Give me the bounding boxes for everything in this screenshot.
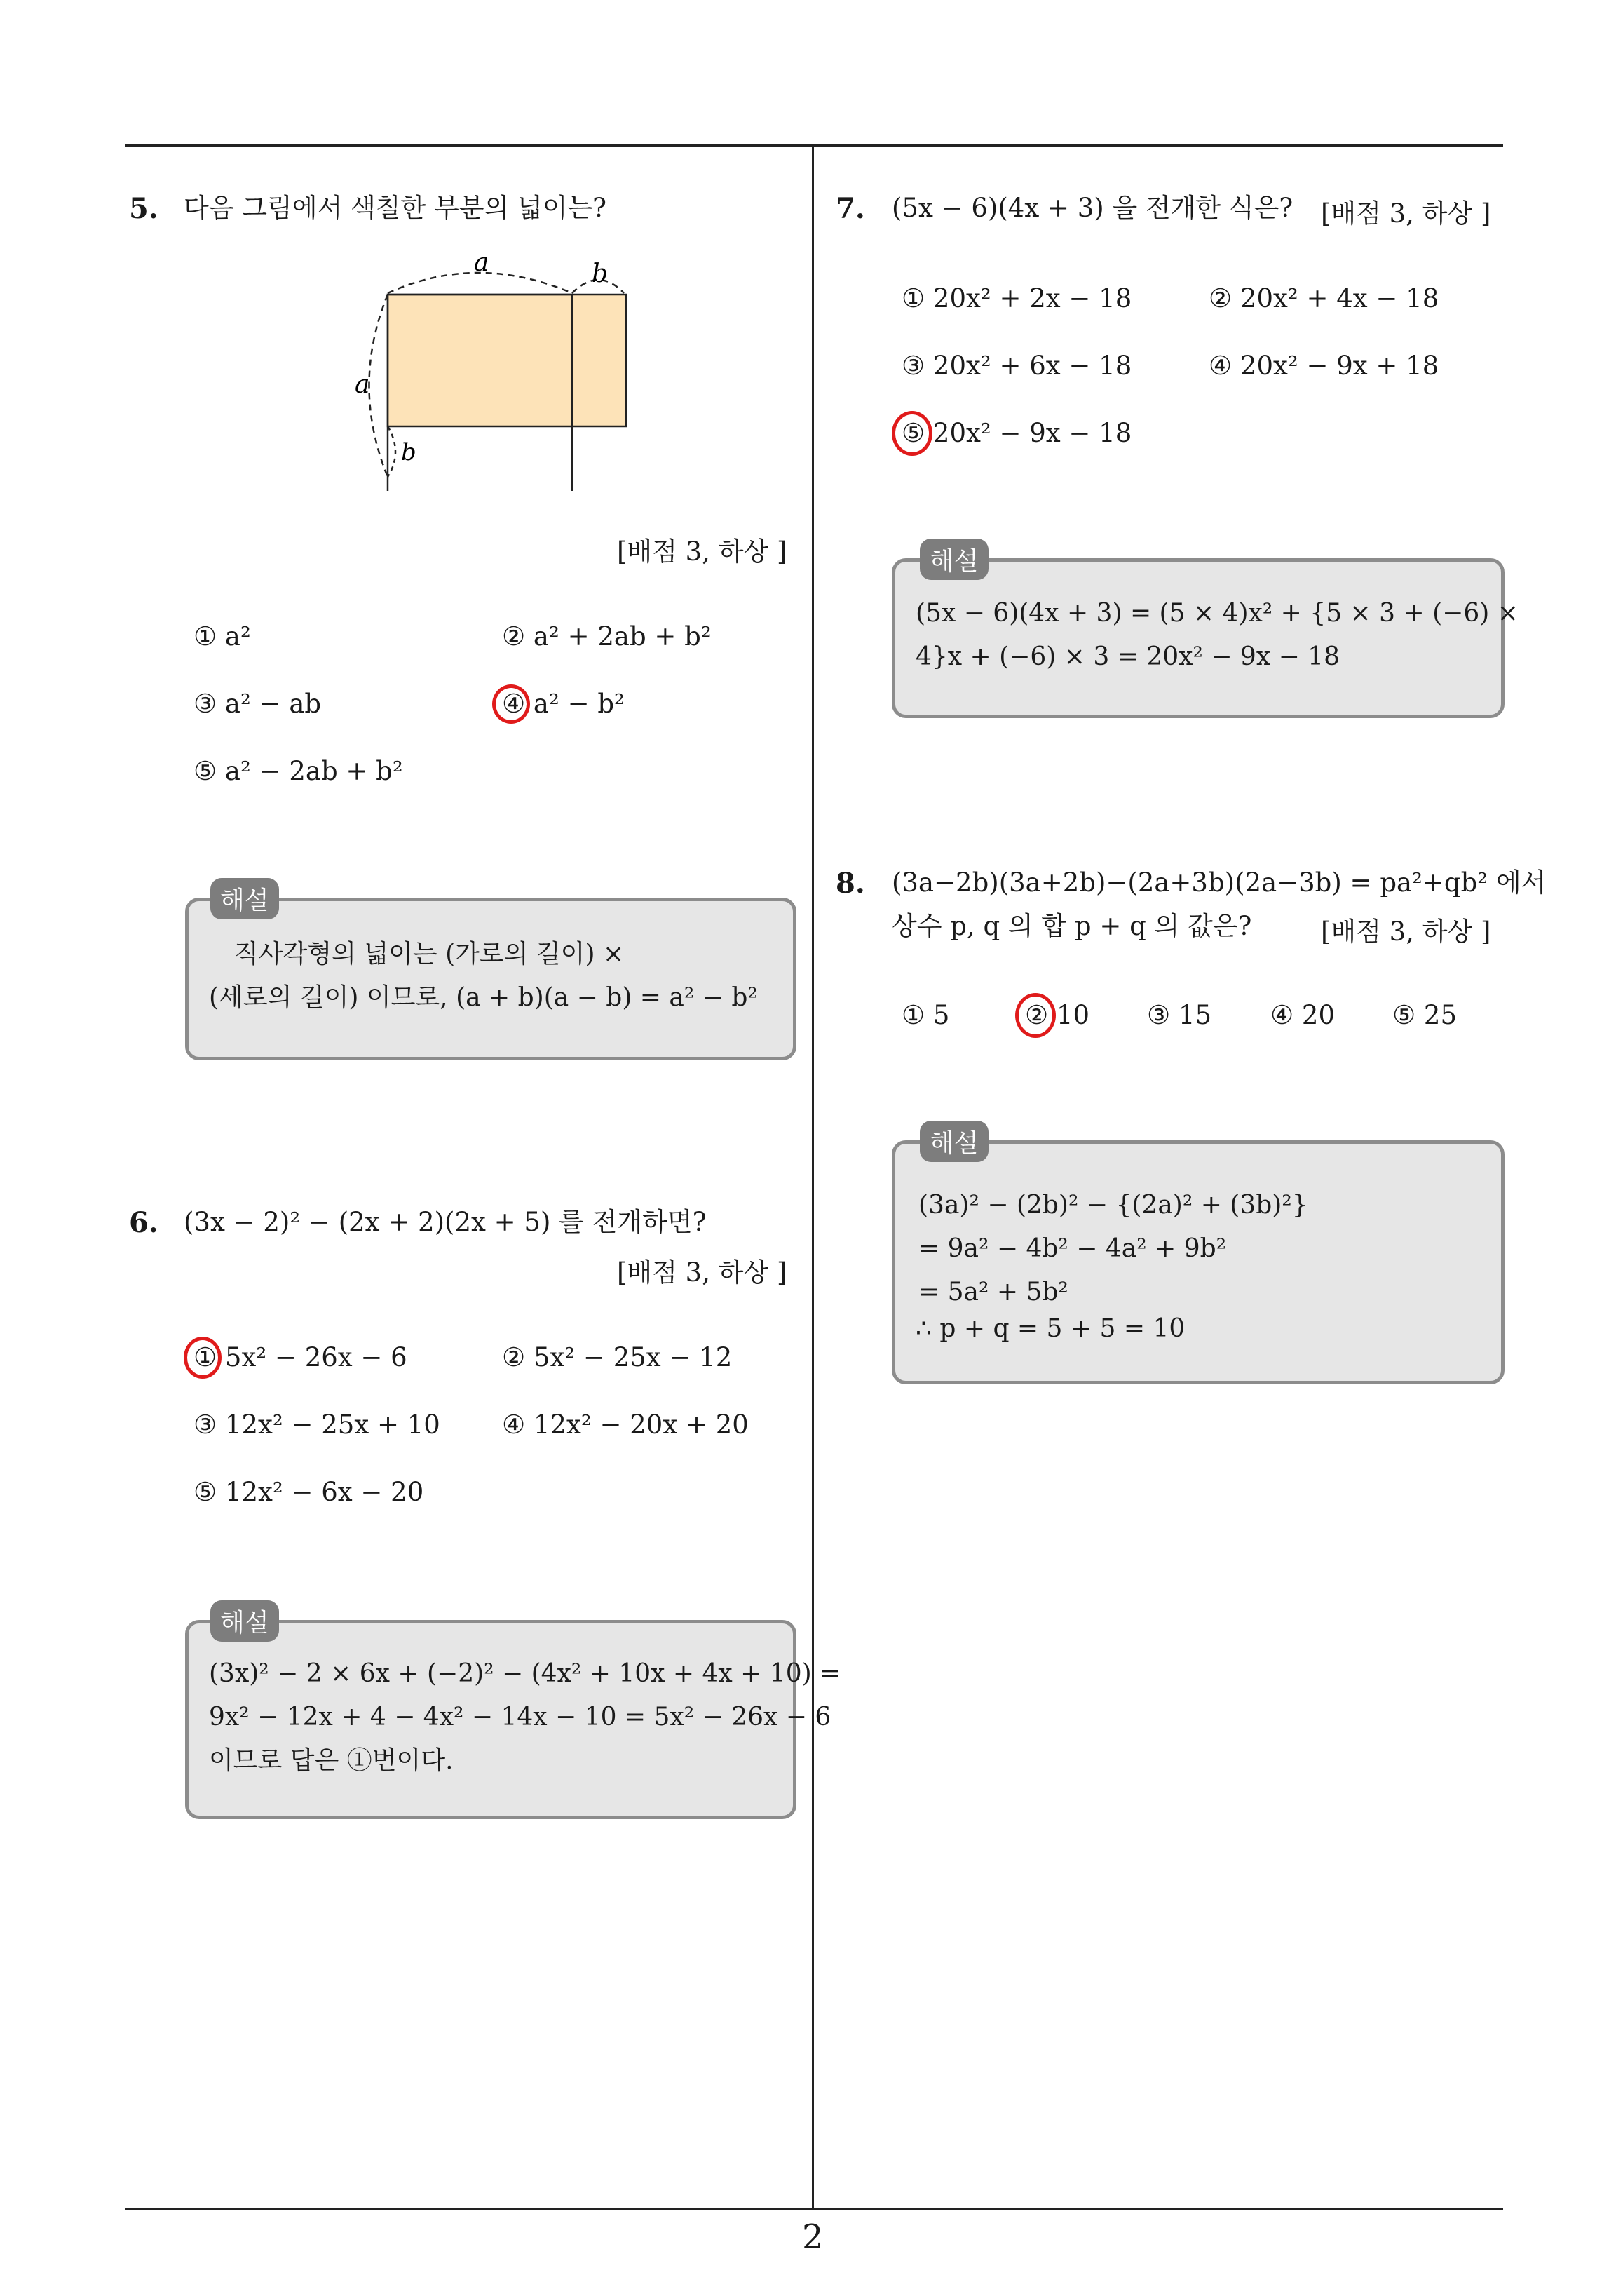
question-6-choice-5[interactable]: ⑤ 12x² − 6x − 20	[193, 1477, 424, 1507]
question-6-solution-line-3: 이므로 답은 ①번이다.	[209, 1746, 454, 1775]
question-6-points: [배점 3, 하상 ]	[617, 1257, 787, 1288]
question-8-solution-line-3: = 5a² + 5b²	[918, 1278, 1068, 1306]
question-7-text: (5x − 6)(4x + 3) 을 전개한 식은?	[892, 193, 1293, 223]
question-6-solution-tag: 해설	[210, 1600, 279, 1642]
question-8-text-line-1: (3a−2b)(3a+2b)−(2a+3b)(2a−3b) = pa²+qb² 에서	[892, 867, 1547, 898]
question-7-solution-line-2: 4}x + (−6) × 3 = 20x² − 9x − 18	[916, 642, 1340, 671]
figure-label-a-top: a	[474, 252, 489, 277]
question-5-figure	[337, 252, 645, 491]
question-6-answer-mark	[184, 1337, 222, 1379]
shaded-rectangle	[388, 295, 626, 426]
bottom-rule	[125, 2208, 1503, 2210]
question-8-choice-2[interactable]: ② 10	[1025, 1000, 1090, 1030]
question-8-choice-3[interactable]: ③ 15	[1147, 1000, 1212, 1030]
question-5-solution-line-1: 직사각형의 넓이는 (가로의 길이) ×	[234, 940, 625, 968]
question-8-answer-mark	[1015, 993, 1056, 1038]
question-8-text-line-2: 상수 p, q 의 합 p + q 의 값은?	[892, 911, 1252, 941]
question-5-choice-3[interactable]: ③ a² − ab	[193, 689, 322, 719]
question-6-solution-line-2: 9x² − 12x + 4 − 4x² − 14x − 10 = 5x² − 26x − 6	[209, 1703, 831, 1731]
figure-label-b-top: b	[592, 259, 609, 288]
question-7-choice-2[interactable]: ② 20x² + 4x − 18	[1209, 283, 1439, 313]
question-5-solution-tag: 해설	[210, 878, 279, 919]
question-6-choice-2[interactable]: ② 5x² − 25x − 12	[502, 1342, 733, 1372]
figure-label-a-left: a	[355, 370, 370, 399]
question-8-number: 8.	[836, 867, 865, 900]
question-7-points: [배점 3, 하상 ]	[1321, 198, 1491, 229]
question-7-choice-4[interactable]: ④ 20x² − 9x + 18	[1209, 351, 1439, 381]
question-5-text: 다음 그림에서 색칠한 부분의 넓이는?	[184, 193, 607, 223]
question-6-text: (3x − 2)² − (2x + 2)(2x + 5) 를 전개하면?	[184, 1207, 707, 1237]
question-6-choice-3[interactable]: ③ 12x² − 25x + 10	[193, 1410, 440, 1440]
question-5-choice-5[interactable]: ⑤ a² − 2ab + b²	[193, 756, 403, 786]
question-5-choice-1[interactable]: ① a²	[193, 621, 251, 651]
question-5-choice-2[interactable]: ② a² + 2ab + b²	[502, 621, 712, 651]
question-8-solution-tag: 해설	[920, 1121, 989, 1162]
question-6-number: 6.	[129, 1206, 158, 1239]
question-7-choice-3[interactable]: ③ 20x² + 6x − 18	[902, 351, 1132, 381]
dashed-arc-a-left	[369, 295, 388, 477]
question-5-number: 5.	[129, 192, 158, 225]
question-8-choice-4[interactable]: ④ 20	[1270, 1000, 1336, 1030]
question-7-number: 7.	[836, 192, 865, 225]
question-8-solution-line-2: = 9a² − 4b² − 4a² + 9b²	[918, 1234, 1227, 1263]
question-5-points: [배점 3, 하상 ]	[617, 536, 787, 567]
question-5-solution-line-2: (세로의 길이) 이므로, (a + b)(a − b) = a² − b²	[209, 983, 758, 1012]
question-7-choice-5[interactable]: ⑤ 20x² − 9x − 18	[902, 418, 1132, 448]
question-7-solution-line-1: (5x − 6)(4x + 3) = (5 × 4)x² + {5 × 3 + (−6) ×	[916, 599, 1519, 628]
question-7-choice-1[interactable]: ① 20x² + 2x − 18	[902, 283, 1132, 313]
question-8-solution-line-1: (3a)² − (2b)² − {(2a)² + (3b)²}	[918, 1191, 1308, 1220]
column-divider	[812, 146, 814, 2209]
question-6-solution-line-1: (3x)² − 2 × 6x + (−2)² − (4x² + 10x + 4x + 10) =	[209, 1659, 841, 1688]
dashed-arc-b-inner	[388, 426, 395, 477]
question-5-answer-mark	[492, 684, 530, 724]
question-6-choice-1[interactable]: ① 5x² − 26x − 6	[193, 1342, 407, 1372]
question-8-choice-5[interactable]: ⑤ 25	[1392, 1000, 1458, 1030]
question-8-points: [배점 3, 하상 ]	[1321, 917, 1491, 947]
figure-label-b-inner: b	[401, 438, 416, 466]
question-7-solution-tag: 해설	[920, 539, 989, 580]
question-7-answer-mark	[892, 411, 932, 456]
question-5-choice-4[interactable]: ④ a² − b²	[502, 689, 625, 719]
question-8-choice-1[interactable]: ① 5	[902, 1000, 950, 1030]
page-number: 2	[802, 2217, 824, 2257]
top-rule	[125, 144, 1503, 147]
question-6-choice-4[interactable]: ④ 12x² − 20x + 20	[502, 1410, 749, 1440]
question-8-solution-line-4: ∴ p + q = 5 + 5 = 10	[916, 1314, 1186, 1343]
